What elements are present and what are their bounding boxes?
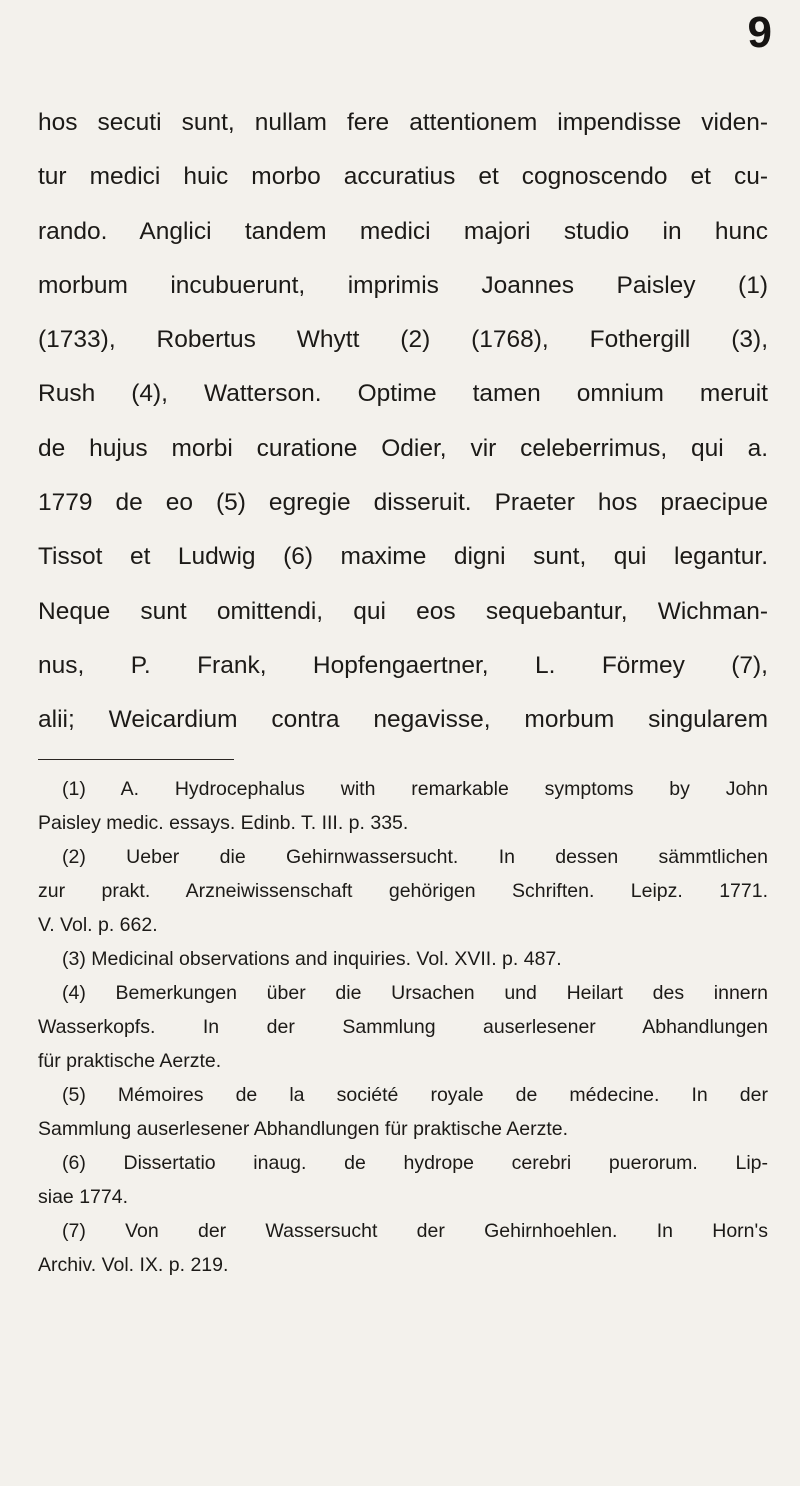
footnote-line: zur prakt. Arzneiwissenschaft gehörigen Schriften. Leipz. 1771. bbox=[38, 880, 768, 902]
footnote-line: siae 1774. bbox=[38, 1186, 128, 1208]
footnote-line: V. Vol. p. 662. bbox=[38, 914, 158, 936]
text-line: Neque sunt omittendi, qui eos sequebantur, Wichman- bbox=[38, 597, 768, 625]
text-line: rando. Anglici tandem medici majori studio in hunc bbox=[38, 217, 768, 245]
footnote-line: (7) Von der Wassersucht der Gehirnhoehlen. In Horn's bbox=[62, 1220, 768, 1242]
text-line: (1733), Robertus Whytt (2) (1768), Fothergill (3), bbox=[38, 326, 768, 354]
text-line: tur medici huic morbo accuratius et cognoscendo et cu- bbox=[38, 163, 768, 191]
footnote-line: (2) Ueber die Gehirnwassersucht. In dessen sämmtlichen bbox=[62, 846, 768, 868]
footnote-line: (4) Bemerkungen über die Ursachen und Heilart des innern bbox=[62, 982, 768, 1004]
footnote-line: Paisley medic. essays. Edinb. T. III. p. 335. bbox=[38, 812, 409, 834]
text-line: nus, P. Frank, Hopfengaertner, L. Förmey (7), bbox=[38, 651, 768, 679]
page-number: 9 bbox=[747, 8, 772, 57]
footnote-line: (6) Dissertatio inaug. de hydrope cerebri puerorum. Lip- bbox=[62, 1152, 768, 1174]
text-line: morbum incubuerunt, imprimis Joannes Paisley (1) bbox=[38, 271, 768, 299]
footnote-line: Sammlung auserlesener Abhandlungen für praktische Aerzte. bbox=[38, 1118, 569, 1140]
footnote-line: (3) Medicinal observations and inquiries. Vol. XVII. p. 487. bbox=[62, 948, 562, 970]
text-line: alii; Weicardium contra negavisse, morbum singularem bbox=[38, 706, 768, 734]
text-line: 1779 de eo (5) egregie disseruit. Praeter hos praecipue bbox=[38, 489, 768, 517]
text-line: Tissot et Ludwig (6) maxime digni sunt, qui legantur. bbox=[38, 543, 768, 571]
footnote-line: Wasserkopfs. In der Sammlung auserlesener Abhandlungen bbox=[38, 1016, 768, 1038]
text-line: Rush (4), Watterson. Optime tamen omnium meruit bbox=[38, 380, 768, 408]
footnote-line: (5) Mémoires de la société royale de médecine. In der bbox=[62, 1084, 768, 1106]
footnote-line: (1) A. Hydrocephalus with remarkable symptoms by John bbox=[62, 778, 768, 800]
footnote-line: für praktische Aerzte. bbox=[38, 1050, 222, 1072]
text-line: hos secuti sunt, nullam fere attentionem impendisse viden- bbox=[38, 109, 768, 136]
footnotes bbox=[38, 772, 768, 1282]
footnote-separator bbox=[38, 759, 234, 760]
footnote-line: Archiv. Vol. IX. p. 219. bbox=[38, 1254, 229, 1276]
main-text bbox=[38, 96, 768, 748]
text-line: de hujus morbi curatione Odier, vir celeberrimus, qui a. bbox=[38, 434, 768, 462]
